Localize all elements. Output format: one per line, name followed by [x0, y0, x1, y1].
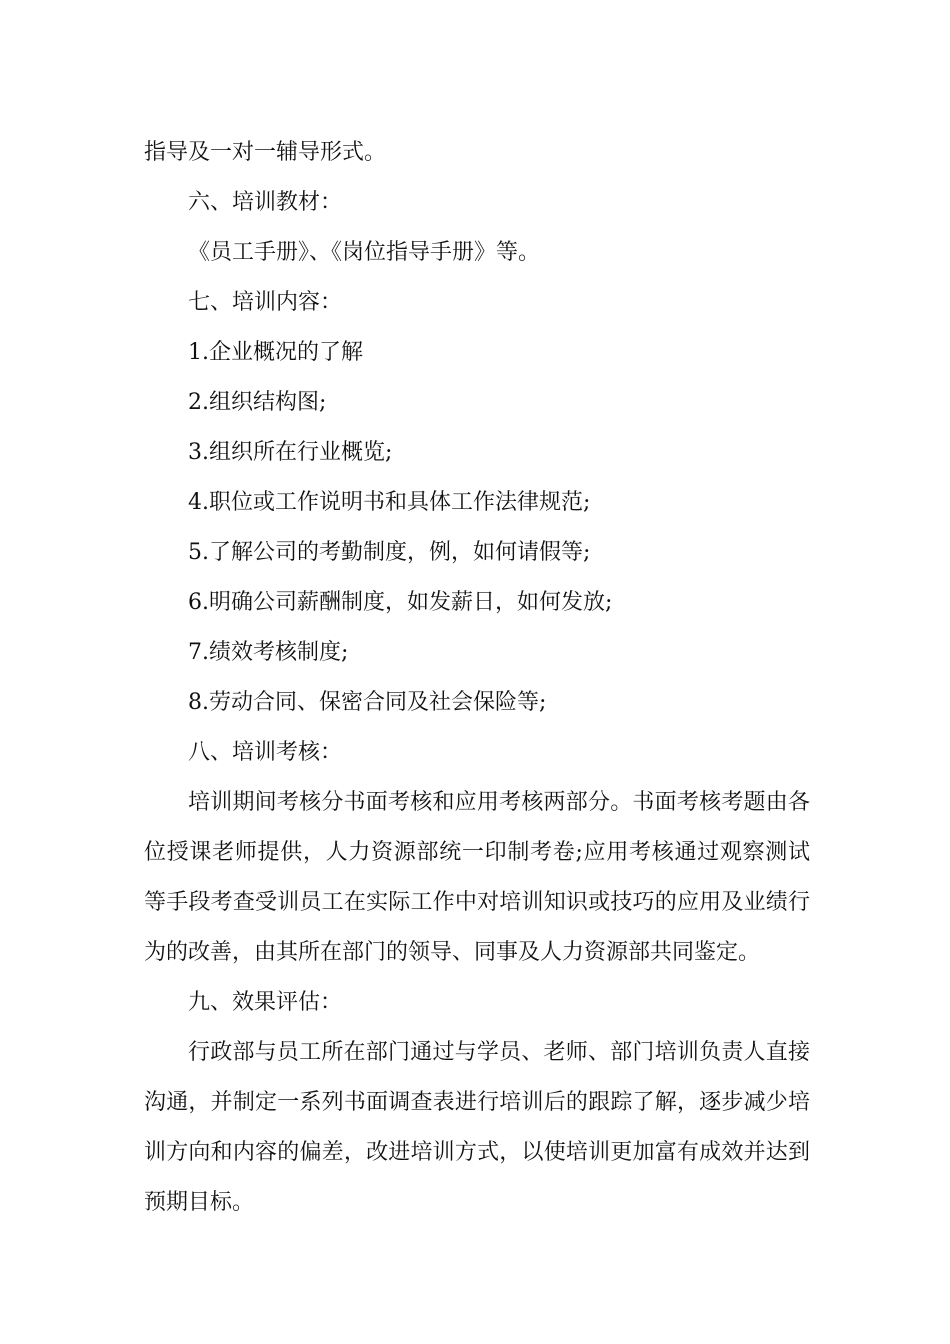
materials-text: 《员工手册》、《岗位指导手册》等。 — [188, 240, 541, 265]
list-item: 1.企业概况的了解 — [188, 340, 363, 365]
list-item: 4.职位或工作说明书和具体工作法律规范; — [188, 490, 591, 515]
list-item: 8.劳动合同、保密合同及社会保险等; — [188, 690, 547, 715]
list-item: 2.组织结构图; — [188, 390, 327, 415]
list-item: 3.组织所在行业概览; — [188, 440, 393, 465]
section-heading-materials: 六、培训教材： — [188, 190, 343, 215]
document-body — [144, 128, 810, 1228]
section-heading-assessment: 八、培训考核： — [188, 740, 343, 765]
list-item: 6.明确公司薪酬制度，如发薪日，如何发放; — [188, 590, 613, 615]
section-heading-evaluation: 九、效果评估： — [188, 990, 343, 1015]
evaluation-paragraph: 行政部与员工所在部门通过与学员、老师、部门培训负责人直接沟通，并制定一系列书面调查表进行培训后的跟踪了解，逐步减少培训方向和内容的偏差，改进培训方式，以使培训更加富有成效并达到预期目标。 — [144, 1040, 810, 1215]
list-item: 5.了解公司的考勤制度，例，如何请假等; — [188, 540, 591, 565]
continuation-text: 指导及一对一辅导形式。 — [144, 140, 387, 165]
section-heading-content: 七、培训内容： — [188, 290, 343, 315]
assessment-paragraph: 培训期间考核分书面考核和应用考核两部分。书面考核考题由各位授课老师提供，人力资源部统一印制考卷;应用考核通过观察测试等手段考查受训员工在实际工作中对培训知识或技巧的应用及业绩行为的改善，由其所在部门的领导、同事及人力资源部共同鉴定。 — [144, 790, 810, 965]
list-item: 7.绩效考核制度; — [188, 640, 349, 665]
